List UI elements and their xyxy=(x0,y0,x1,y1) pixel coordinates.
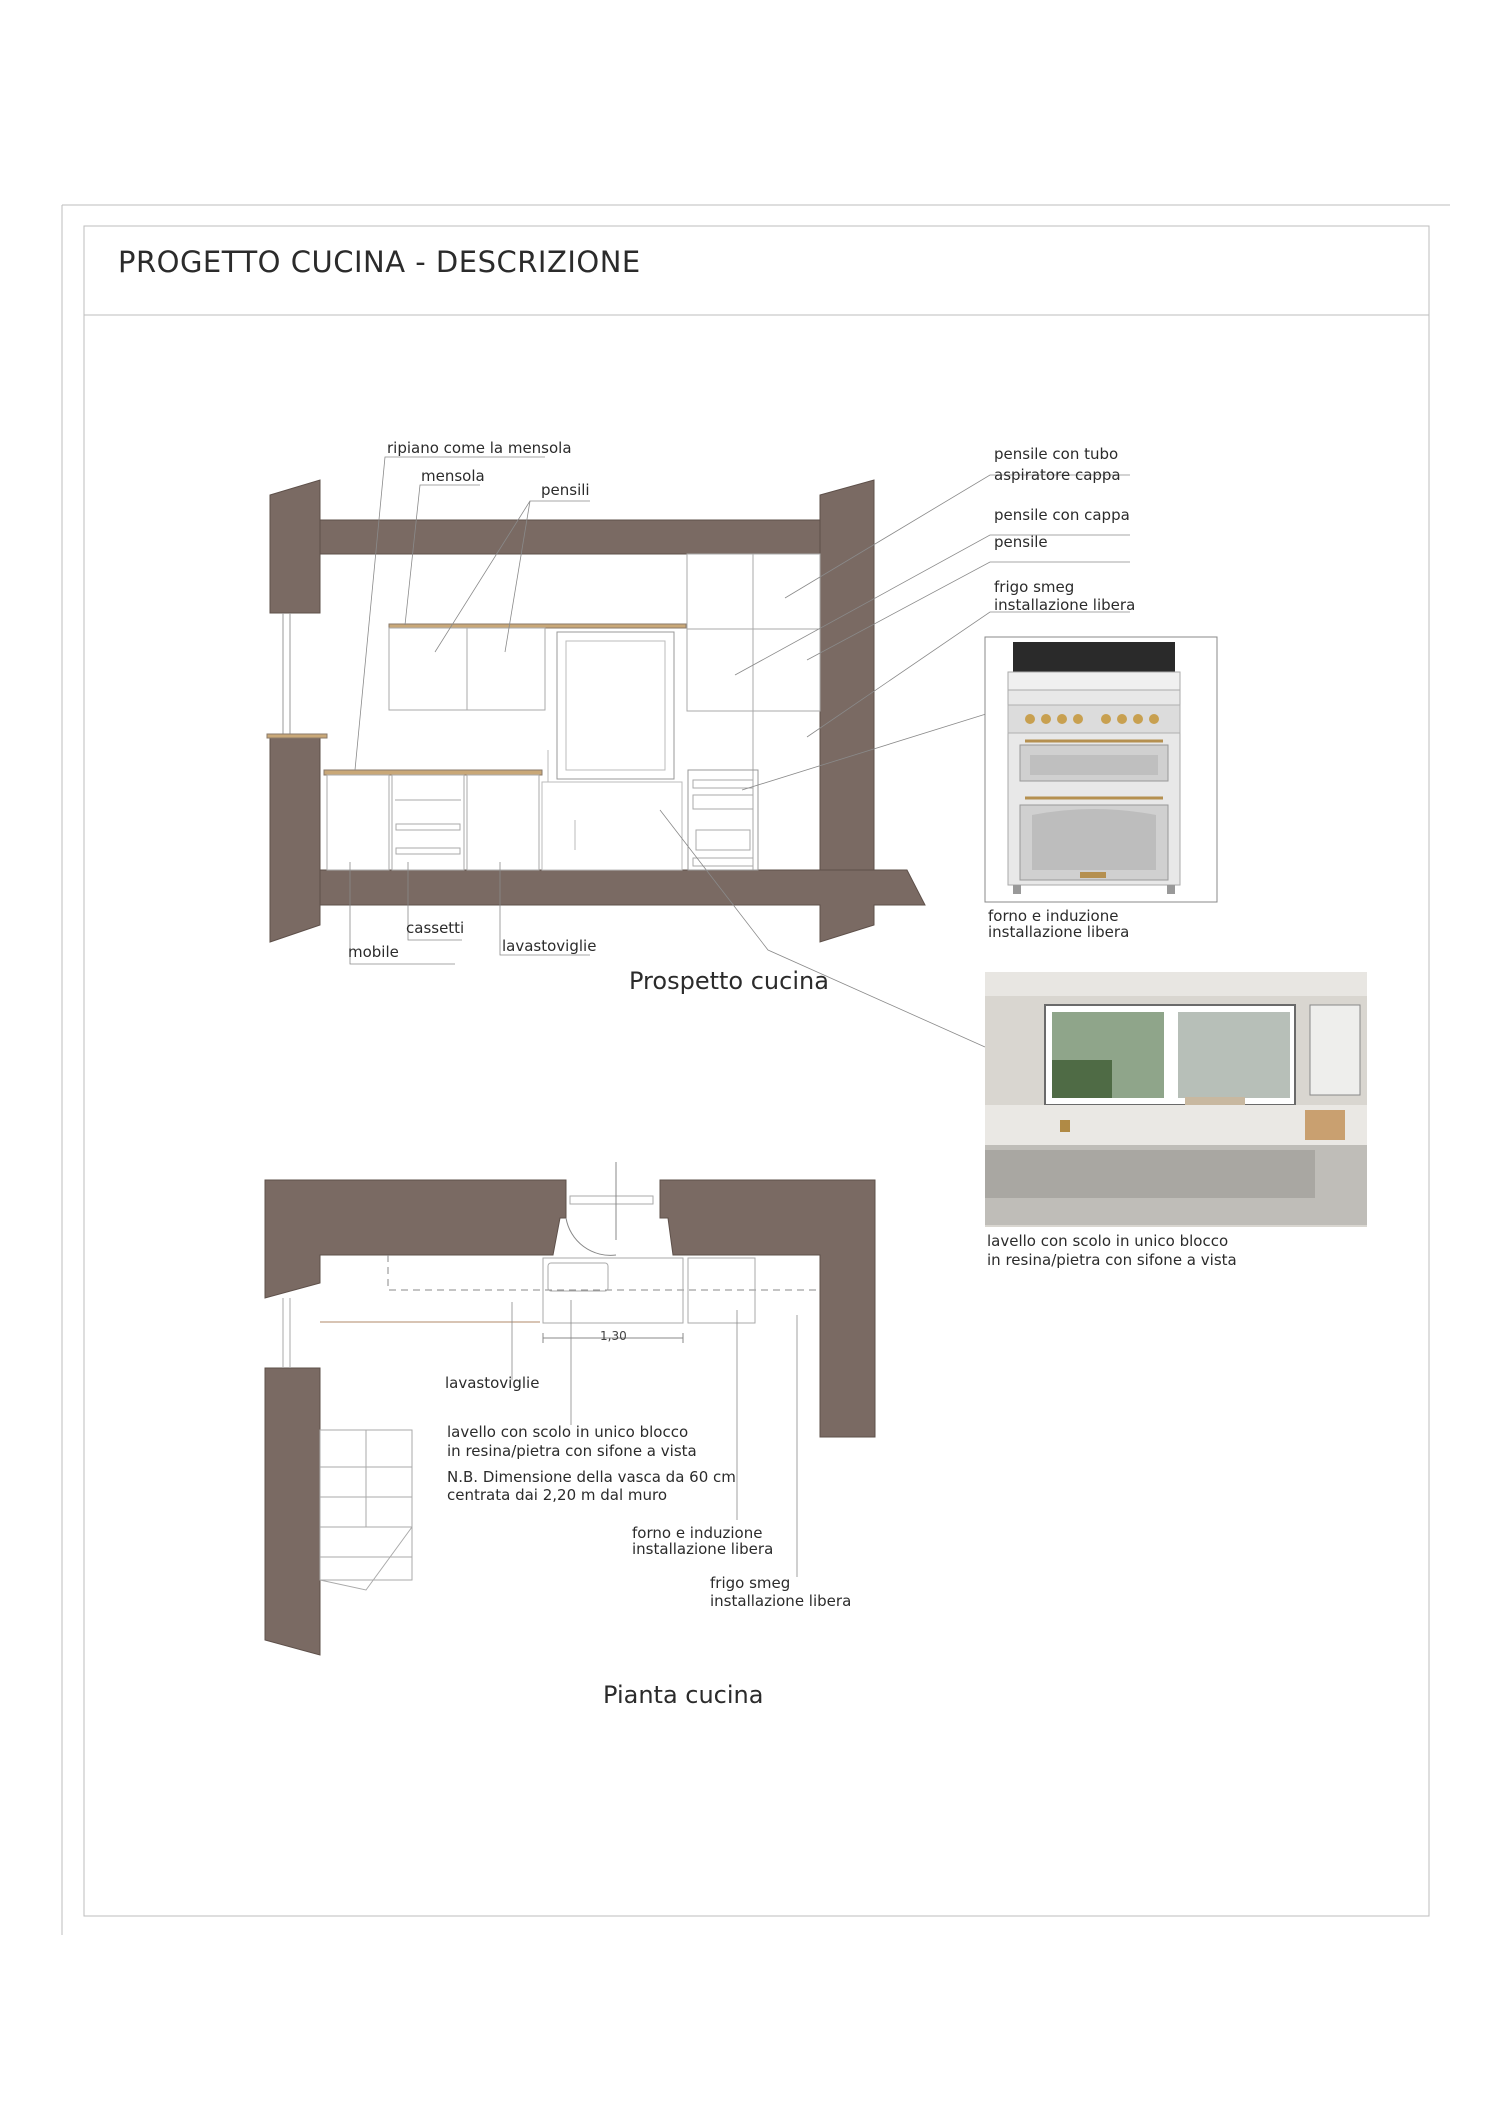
plan-label-forno-2: installazione libera xyxy=(632,1540,774,1558)
elevation-cabinets xyxy=(267,554,820,870)
kitchen-sink-photo xyxy=(985,972,1367,1227)
label-cassetti: cassetti xyxy=(406,919,465,937)
page-title: PROGETTO CUCINA - DESCRIZIONE xyxy=(118,245,641,279)
label-pensile-tubo-1: pensile con tubo xyxy=(994,445,1119,463)
label-mobile: mobile xyxy=(348,943,399,961)
plan-label-lavello-1: lavello con scolo in unico blocco xyxy=(447,1423,689,1441)
plan-dimension: 1,30 xyxy=(600,1329,627,1343)
oven-caption-1: forno e induzione xyxy=(988,907,1119,925)
sink-caption-1: lavello con scolo in unico blocco xyxy=(987,1232,1229,1250)
sink-caption-2: in resina/pietra con sifone a vista xyxy=(987,1251,1237,1269)
label-frigo-2: installazione libera xyxy=(994,596,1136,614)
plan-caption: Pianta cucina xyxy=(603,1681,764,1709)
elevation-caption: Prospetto cucina xyxy=(629,967,829,995)
plan-label-lavello-2: in resina/pietra con sifone a vista xyxy=(447,1442,697,1460)
label-pensile-tubo-2: aspiratore cappa xyxy=(994,466,1121,484)
plan-note-1: N.B. Dimensione della vasca da 60 cm xyxy=(447,1468,736,1486)
elevation-window-opening xyxy=(283,613,290,737)
plan-label-forno-1: forno e induzione xyxy=(632,1524,763,1542)
label-pensile-cappa: pensile con cappa xyxy=(994,506,1130,524)
oven-caption-2: installazione libera xyxy=(988,923,1130,941)
label-lavastoviglie: lavastoviglie xyxy=(502,937,597,955)
plan-label-lavastoviglie: lavastoviglie xyxy=(445,1374,540,1392)
label-ripiano: ripiano come la mensola xyxy=(387,439,572,457)
label-mensola: mensola xyxy=(421,467,485,485)
plan-label-frigo-2: installazione libera xyxy=(710,1592,852,1610)
label-pensili: pensili xyxy=(541,481,590,499)
elevation-walls xyxy=(270,480,925,942)
plan-note-2: centrata dai 2,20 m dal muro xyxy=(447,1486,668,1504)
oven-photo xyxy=(985,637,1217,902)
label-frigo-1: frigo smeg xyxy=(994,578,1075,596)
plan-label-frigo-1: frigo smeg xyxy=(710,1574,791,1592)
label-pensile: pensile xyxy=(994,533,1048,551)
